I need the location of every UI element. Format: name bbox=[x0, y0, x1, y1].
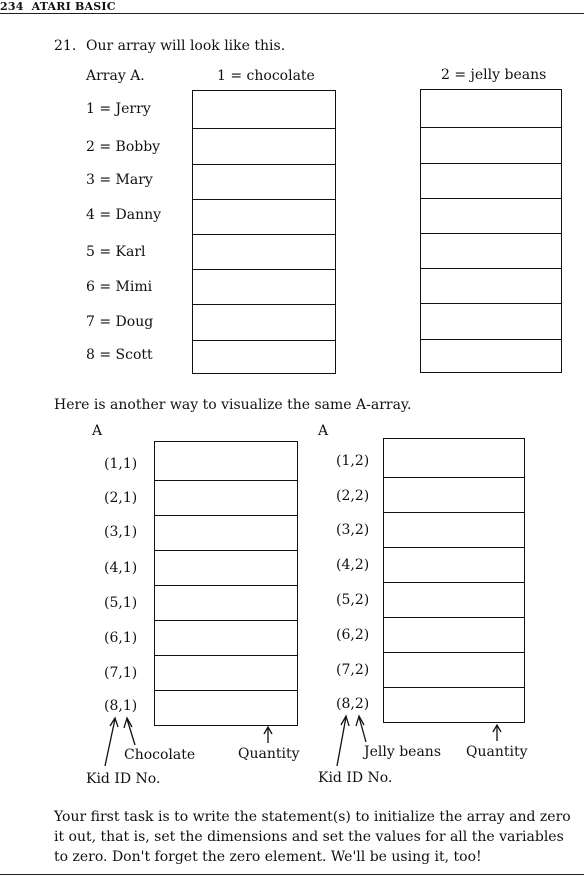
index-label: (6,1) bbox=[104, 630, 138, 646]
index-label: (6,2) bbox=[336, 627, 370, 643]
array-label: Array A. bbox=[86, 68, 145, 84]
index-label: (8,2) bbox=[336, 696, 370, 712]
index-label: (4,1) bbox=[104, 560, 138, 576]
index-label: (3,1) bbox=[104, 524, 138, 540]
left-array-label: A bbox=[92, 423, 103, 439]
item-intro: Our array will look like this. bbox=[86, 38, 286, 54]
index-label: (2,2) bbox=[336, 488, 370, 504]
kid-id-arrow bbox=[105, 719, 115, 766]
second-intro: Here is another way to visualize the same A-array. bbox=[54, 397, 412, 413]
right-array-label: A bbox=[318, 423, 329, 439]
page-number: 234 bbox=[0, 0, 24, 13]
chocolate-caption: Chocolate bbox=[124, 747, 196, 763]
kid-label: 8 = Scott bbox=[86, 347, 153, 363]
index-label: (4,2) bbox=[336, 557, 370, 573]
jelly-beans-caption: Jelly beans bbox=[364, 744, 442, 760]
chocolate-arrow bbox=[127, 719, 135, 745]
index-label: (5,1) bbox=[104, 595, 138, 611]
index-label: (1,2) bbox=[336, 453, 370, 469]
footer-rule bbox=[0, 874, 584, 875]
column-heading-chocolate: 1 = chocolate bbox=[217, 68, 315, 84]
book-title: ATARI BASIC bbox=[31, 0, 116, 13]
index-label: (1,1) bbox=[104, 456, 138, 472]
jelly-beans-arrow bbox=[359, 717, 366, 742]
index-label: (5,2) bbox=[336, 592, 370, 608]
index-label: (8,1) bbox=[104, 698, 138, 714]
kid-label: 1 = Jerry bbox=[86, 101, 151, 117]
quantity-caption: Quantity bbox=[466, 744, 528, 760]
column-heading-jelly-beans: 2 = jelly beans bbox=[441, 67, 547, 83]
kid-label: 7 = Doug bbox=[86, 314, 154, 330]
item-number: 21. bbox=[54, 38, 77, 54]
kid-id-caption: Kid ID No. bbox=[86, 771, 161, 787]
quantity-caption: Quantity bbox=[238, 746, 300, 762]
kid-label: 4 = Danny bbox=[86, 207, 162, 223]
kid-label: 3 = Mary bbox=[86, 172, 153, 188]
kid-id-caption: Kid ID No. bbox=[318, 770, 393, 786]
index-label: (3,2) bbox=[336, 522, 370, 538]
index-label: (7,2) bbox=[336, 662, 370, 678]
index-label: (2,1) bbox=[104, 490, 138, 506]
kid-label: 6 = Mimi bbox=[86, 279, 153, 295]
task-paragraph: Your first task is to write the statement(s) to initialize the array and zero it out, that is, set the dimensions and set the values for all the variables to zero. Don't forget the zero element. We'll be using it, too! bbox=[54, 809, 571, 865]
kid-label: 2 = Bobby bbox=[86, 139, 161, 155]
kid-label: 5 = Karl bbox=[86, 244, 146, 260]
index-label: (7,1) bbox=[104, 665, 138, 681]
